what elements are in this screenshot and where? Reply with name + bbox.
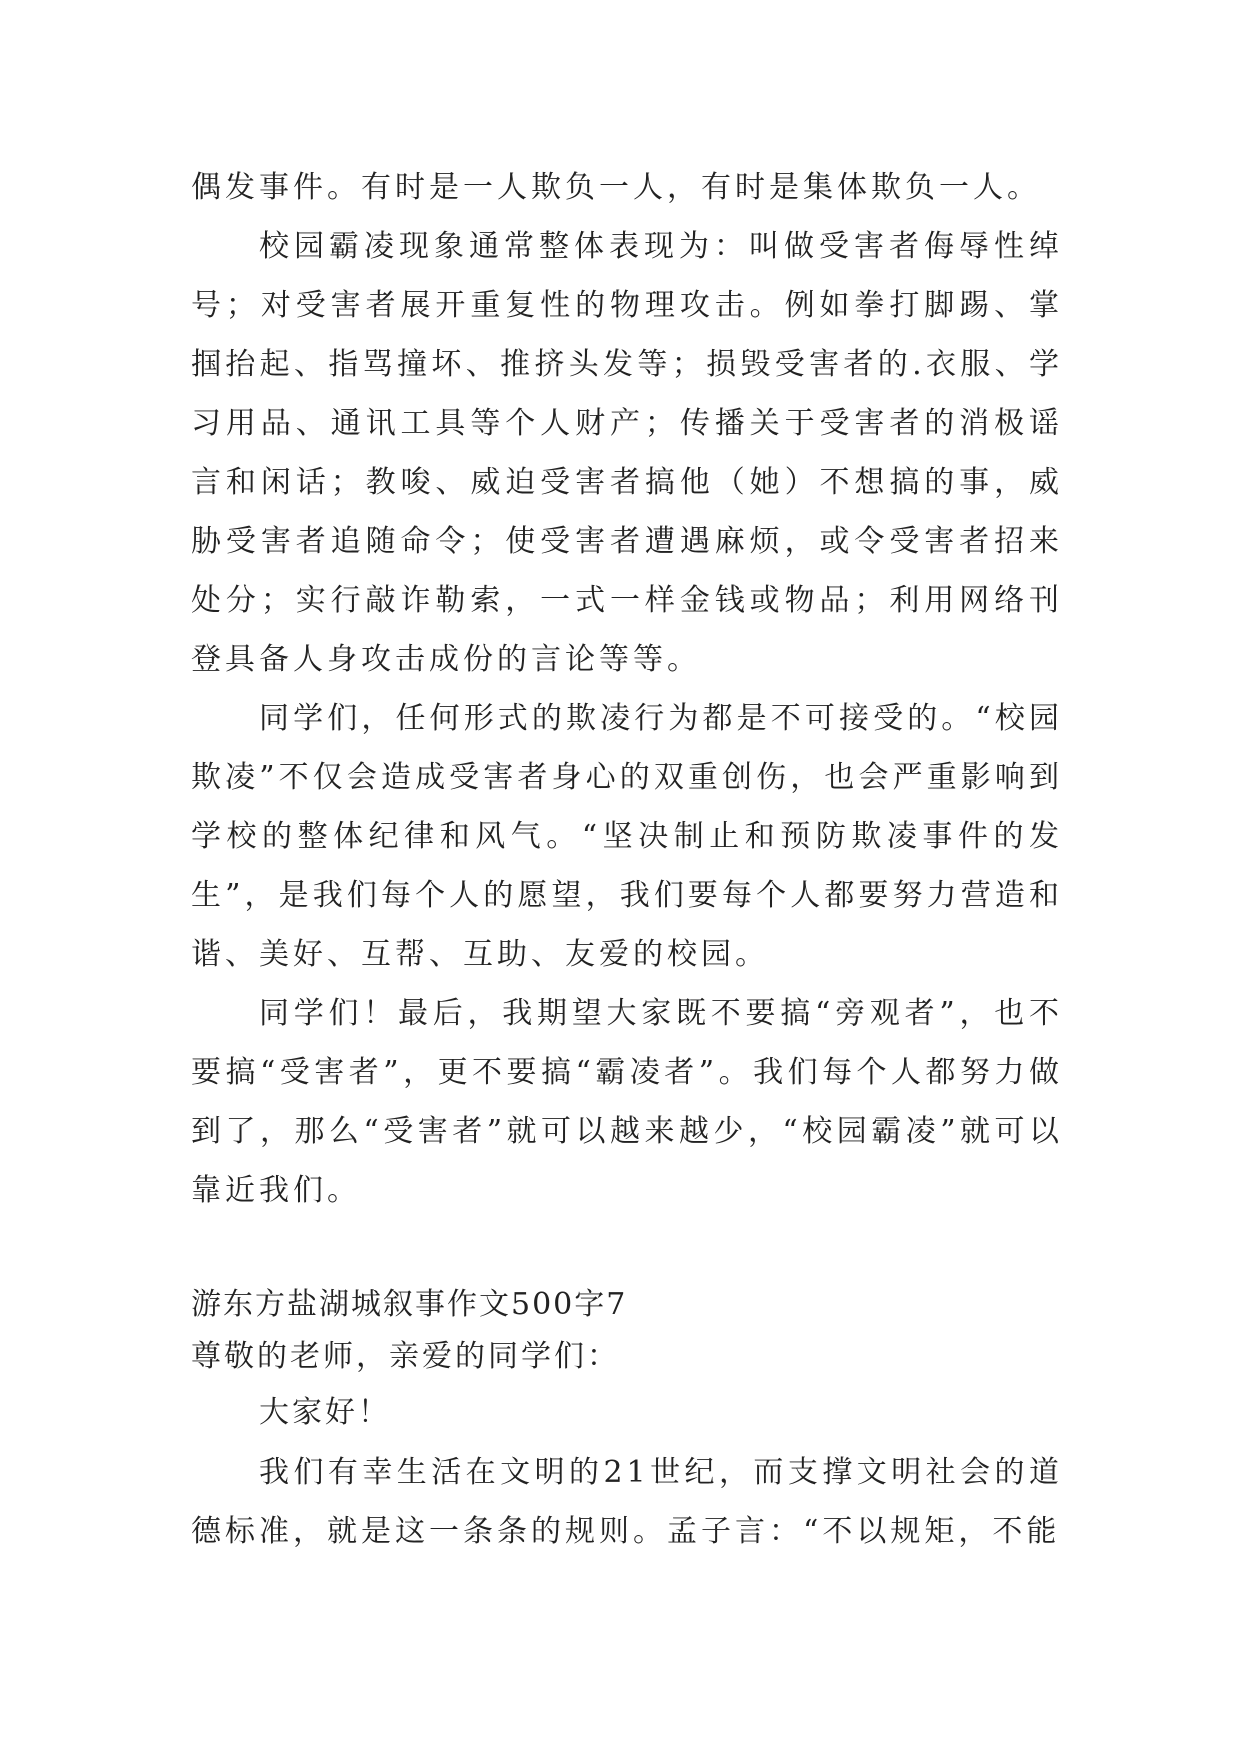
paragraph-bullying-behaviors: 校园霸凌现象通常整体表现为：叫做受害者侮辱性绰号；对受害者展开重复性的物理攻击。例如拳打脚踢、掌掴抬起、指骂撞坏、推挤头发等；损毁受害者的.衣服、学习用品、通讯工具等个人财产；传播关于受害者的消极谣言和闲话；教唆、威迫受害者搞他（她）不想搞的事，威胁受害者追随命令；使受害者遭遇麻烦，或令受害者招来处分；实行敲诈勒索，一式一样金钱或物品；利用网络刊登具备人身攻击成份的言论等等。 — [191, 229, 1063, 677]
essay-section-7 — [191, 1279, 1063, 1561]
salute-line: 大家好！ — [259, 1395, 391, 1430]
greeting-line: 尊敬的老师，亲爱的同学们： — [191, 1339, 620, 1374]
paragraph-intro-fragment: 偶发事件。有时是一人欺负一人，有时是集体欺负一人。 — [191, 170, 1041, 205]
paragraph-unacceptable: 同学们，任何形式的欺凌行为都是不可接受的。“校园欺凌”不仅会造成受害者身心的双重创伤，也会严重影响到学校的整体纪律和风气。“坚决制止和预防欺凌事件的发生”，是我们每个人的愿望，我们要每个人都要努力营造和谐、美好、互帮、互助、友爱的校园。 — [191, 701, 1063, 972]
paragraph-civilization: 我们有幸生活在文明的21世纪，而支撑文明社会的道德标准，就是这一条条的规则。孟子言：“不以规矩，不能 — [191, 1455, 1063, 1549]
paragraph-conclusion: 同学们！最后，我期望大家既不要搞“旁观者”，也不要搞“受害者”，更不要搞“霸凌者”。我们每个人都努力做到了，那么“受害者”就可以越来越少，“校园霸凌”就可以靠近我们。 — [191, 996, 1063, 1208]
essay-section-bullying — [191, 158, 1063, 1220]
essay-heading: 游东方盐湖城叙事作文500字7 — [191, 1287, 628, 1322]
